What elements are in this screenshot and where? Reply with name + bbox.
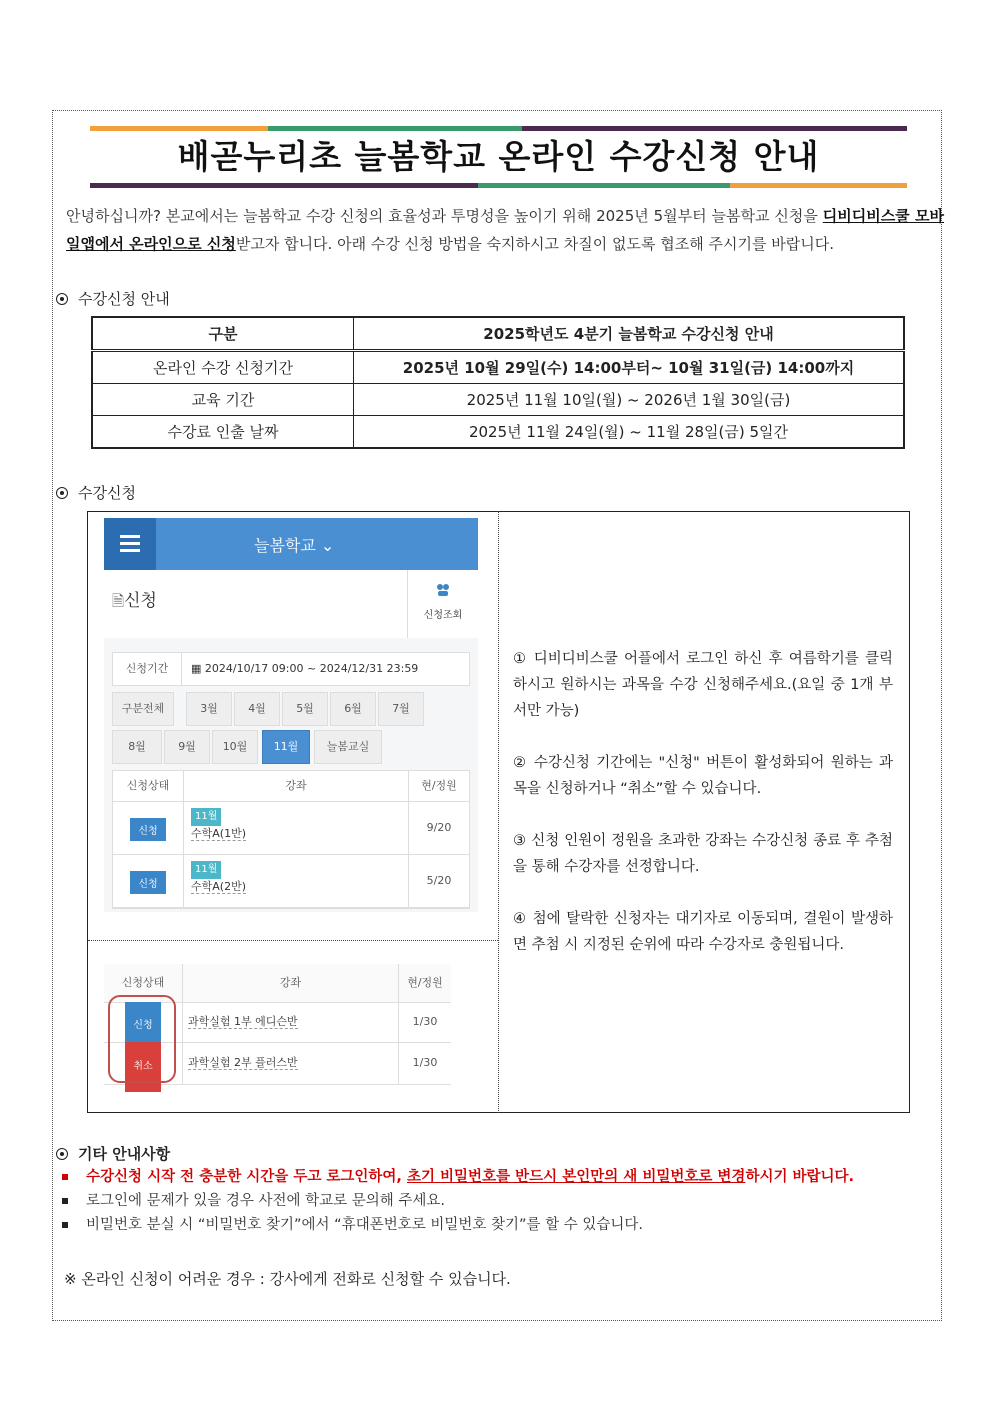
target-bullet-icon bbox=[56, 1148, 68, 1160]
chip-month-selected[interactable]: 11월 bbox=[262, 730, 310, 764]
section-heading-other: 기타 안내사항 bbox=[56, 1143, 170, 1164]
step-1: ① 디비디비스쿨 어플에서 로그인 하신 후 여름학기를 클릭하시고 원하시는 과목을 수강 신청해주세요.(요일 중 1개 부서만 가능) bbox=[513, 651, 893, 719]
title-bar-bottom-3 bbox=[730, 183, 907, 188]
chip-neulbom[interactable]: 늘봄교실 bbox=[314, 730, 382, 764]
chip-month[interactable]: 7월 bbox=[378, 692, 424, 726]
section-heading-info: 수강신청 안내 bbox=[56, 288, 170, 309]
query-icon bbox=[408, 582, 478, 600]
table-row: 온라인 수강 신청기간 2025년 10월 29일(수) 14:00부터~ 10월 31일(금) 14:00까지 bbox=[92, 351, 904, 384]
app-subheader bbox=[104, 570, 478, 639]
course-name[interactable]: 수학A(2반) bbox=[191, 880, 246, 893]
title-bar-top-3 bbox=[522, 126, 907, 131]
title-bar-top-2 bbox=[268, 126, 522, 131]
course-name[interactable]: 과학실험 2부 플러스반 bbox=[188, 1056, 298, 1069]
chip-all[interactable]: 구분전체 bbox=[112, 692, 174, 726]
title-bar-bottom-2 bbox=[478, 183, 730, 188]
info-table bbox=[91, 316, 905, 449]
note-login: 로그인에 문제가 있을 경우 사전에 학교로 문의해 주세요. bbox=[60, 1192, 940, 1210]
notes-list bbox=[60, 1168, 940, 1240]
apply-button[interactable]: 신청 bbox=[125, 1002, 160, 1050]
course-table-header: 신청상태 강좌 현/정원 bbox=[113, 771, 469, 802]
period-field: 신청기간 ▦ 2024/10/17 09:00 ~ 2024/12/31 23:59 bbox=[112, 652, 470, 686]
steps-text bbox=[513, 646, 893, 984]
title-bar-bottom-1 bbox=[90, 183, 478, 188]
footnote: ※ 온라인 신청이 어려운 경우 : 강사에게 전화로 신청할 수 있습니다. bbox=[64, 1270, 511, 1288]
course-table bbox=[112, 770, 470, 909]
note-password: 수강신청 시작 전 충분한 시간을 두고 로그인하여, 초기 비밀번호를 반드시 본인만의 새 비밀번호로 변경하시기 바랍니다. bbox=[60, 1168, 940, 1186]
cancel-button[interactable]: 취소 bbox=[125, 1042, 160, 1092]
note-find-password: 비밀번호 분실 시 “비밀번호 찾기”에서 “휴대폰번호로 비밀번호 찾기”를 할 수 있습니다. bbox=[60, 1216, 940, 1234]
step-2: ② 수강신청 기간에는 "신청" 버튼이 활성화되어 원하는 과목을 신청하거나 “취소”할 수 있습니다. bbox=[513, 755, 893, 797]
course-name[interactable]: 과학실험 1부 에디슨반 bbox=[188, 1015, 298, 1028]
chip-month[interactable]: 9월 bbox=[164, 730, 210, 764]
app-body bbox=[104, 638, 478, 912]
highlight-ring bbox=[108, 995, 176, 1083]
app-header-title[interactable]: 늘봄학교 ⌄ bbox=[254, 536, 335, 555]
table-header-row: 구분 2025학년도 4분기 늘봄학교 수강신청 안내 bbox=[92, 317, 904, 351]
page-title: 배곧누리초 늘봄학교 온라인 수강신청 안내 bbox=[177, 137, 820, 176]
document-icon: 🗎 bbox=[112, 592, 125, 610]
table-row: 교육 기간 2025년 11월 10일(월) ~ 2026년 1월 30일(금) bbox=[92, 384, 904, 416]
calendar-icon: ▦ bbox=[191, 662, 202, 675]
table-row: 신청 11월 수학A(2반) 5/20 bbox=[113, 855, 469, 908]
step-4: ④ 첨에 탈락한 신청자는 대기자로 이동되며, 결원이 발생하면 추첨 시 지정된 순위에 따라 수강자로 충원됩니다. bbox=[513, 911, 893, 953]
intro-text-2: 받고자 합니다. 아래 수강 신청 방법을 숙지하시고 차질이 없도록 협조해 주시기를 바랍니다. bbox=[235, 235, 834, 253]
month-badge: 11월 bbox=[191, 861, 221, 879]
query-button[interactable]: 신청조회 bbox=[407, 570, 478, 638]
app-page-title: 🗎신청 bbox=[112, 591, 157, 611]
intro-emphasis: 디비디비스쿨 모바일앱에서 온라인으로 신청 bbox=[66, 207, 944, 253]
chip-month[interactable]: 8월 bbox=[112, 730, 162, 764]
table-row: 신청 과학실험 1부 에디슨반 1/30 bbox=[104, 1002, 451, 1043]
box-divider-vertical bbox=[498, 511, 499, 1113]
snippet-header: 신청상태 강좌 현/정원 bbox=[104, 964, 451, 1003]
chip-month[interactable]: 3월 bbox=[186, 692, 232, 726]
chip-month[interactable]: 5월 bbox=[282, 692, 328, 726]
course-name[interactable]: 수학A(1반) bbox=[191, 827, 246, 840]
menu-icon[interactable] bbox=[104, 518, 156, 570]
box-divider-horizontal bbox=[88, 940, 498, 941]
target-bullet-icon bbox=[56, 487, 68, 499]
title-bar-top-1 bbox=[90, 126, 268, 131]
table-row: 취소 과학실험 2부 플러스반 1/30 bbox=[104, 1042, 451, 1085]
chip-month[interactable]: 4월 bbox=[234, 692, 280, 726]
app-screenshot bbox=[104, 518, 478, 912]
month-badge: 11월 bbox=[191, 808, 221, 826]
step-3: ③ 신청 인원이 정원을 초과한 강좌는 수강신청 종료 후 추첨을 통해 수강자를 선정합니다. bbox=[513, 833, 893, 875]
apply-button[interactable]: 신청 bbox=[130, 871, 165, 894]
section-heading-apply: 수강신청 bbox=[56, 482, 136, 503]
table-row: 수강료 인출 날짜 2025년 11월 24일(월) ~ 11월 28일(금) 5일간 bbox=[92, 416, 904, 449]
app-header bbox=[104, 518, 478, 570]
target-bullet-icon bbox=[56, 293, 68, 305]
intro-text-1: 안녕하십니까? 본교에서는 늘봄학교 수강 신청의 효율성과 투명성을 높이기 위해 2025년 5월부터 늘봄학교 신청을 bbox=[66, 207, 823, 225]
table-row: 신청 11월 수학A(1반) 9/20 bbox=[113, 802, 469, 855]
apply-button[interactable]: 신청 bbox=[130, 818, 165, 841]
chip-month[interactable]: 10월 bbox=[212, 730, 258, 764]
chip-month[interactable]: 6월 bbox=[330, 692, 376, 726]
intro-paragraph bbox=[66, 202, 944, 258]
